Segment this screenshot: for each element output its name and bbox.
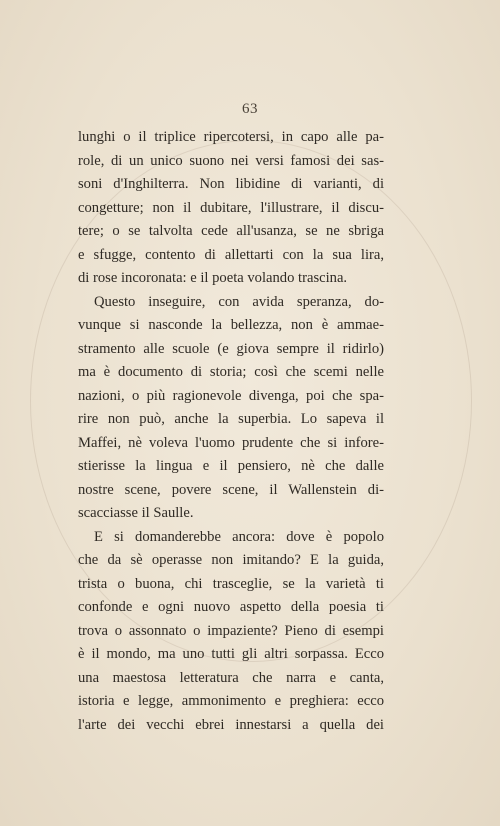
text-line: tere; o se talvolta cede all'usanza, se ne sbriga	[78, 223, 384, 239]
text-line: congetture; non il dubitare, l'illustrare, il discu-	[78, 199, 384, 216]
text-line: che da sè operasse non imitando? E la guida,	[78, 552, 384, 568]
text-line: di rose incoronata: e il poeta volando trascina.	[78, 270, 348, 286]
text-line: scacciasse il Saulle.	[78, 505, 194, 521]
text-line: vunque si nasconde la bellezza, non è ammae-	[78, 317, 384, 333]
text-line: nostre scene, povere scene, il Wallenstein di-	[78, 481, 384, 498]
text-line: trova o assonnato o impaziente? Pieno di esempi	[78, 622, 384, 639]
text-line: lunghi o il triplice ripercotersi, in capo alle pa-	[78, 129, 384, 145]
page-number: 63	[242, 101, 258, 117]
text-line: soni d'Inghilterra. Non libidine di varianti, di	[78, 176, 384, 192]
text-line: E si domanderebbe ancora: dove è popolo	[94, 528, 384, 545]
text-line: Maffei, nè voleva l'uomo prudente che si infore-	[78, 434, 384, 451]
text-line: confonde e ogni nuovo aspetto della poesia ti	[78, 599, 384, 615]
text-line: una maestosa letteratura che narra e canta,	[78, 669, 384, 686]
text-line: e sfugge, contento di allettarti con la sua lira,	[78, 246, 384, 263]
text-line: stramento alle scuole (e giova sempre il ridirlo)	[78, 340, 384, 357]
text-line: role, di un unico suono nei versi famosi dei sas-	[78, 152, 384, 169]
text-line: trista o buona, chi trasceglie, se la varietà ti	[78, 575, 384, 592]
body-text	[78, 126, 384, 737]
text-line: l'arte dei vecchi ebrei innestarsi a quella dei	[78, 716, 384, 733]
text-line: rire non può, anche la superbia. Lo sapeva il	[78, 411, 384, 427]
text-line: stierisse la lingua e il pensiero, nè che dalle	[78, 458, 384, 474]
text-line: nazioni, o più ragionevole divenga, poi che spa-	[78, 387, 384, 404]
text-line: ma è documento di storia; così che scemi nelle	[78, 364, 384, 380]
text-line: è il mondo, ma uno tutti gli altri sorpassa. Ecco	[78, 646, 384, 662]
text-line: istoria e legge, ammonimento e preghiera: ecco	[78, 693, 384, 709]
text-line: Questo inseguire, con avida speranza, do-	[94, 293, 384, 310]
